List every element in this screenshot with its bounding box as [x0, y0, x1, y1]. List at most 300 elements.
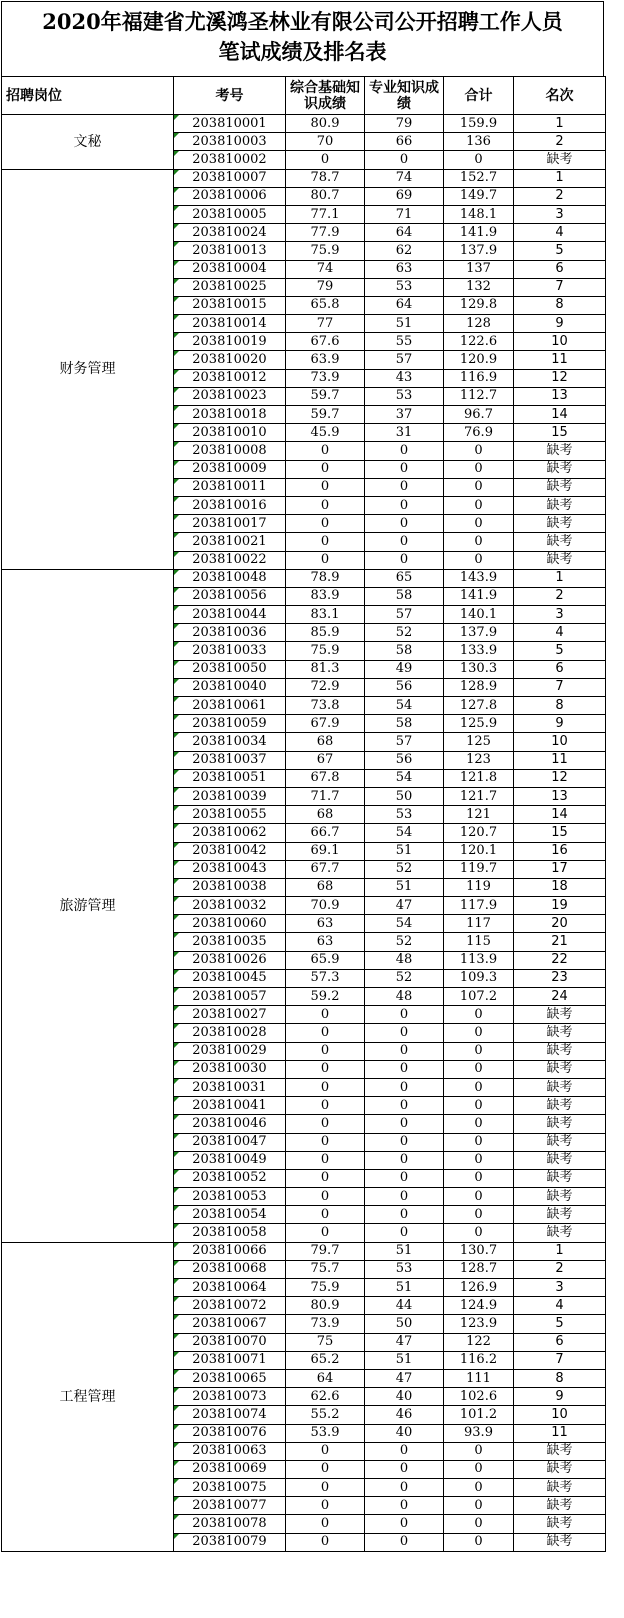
exam-id-cell: 203810021	[174, 533, 286, 551]
rank-cell: 15	[514, 824, 606, 842]
total-cell: 126.9	[444, 1279, 514, 1297]
rank-cell: 缺考	[514, 1151, 606, 1169]
total-cell: 123.9	[444, 1315, 514, 1333]
total-cell: 141.9	[444, 224, 514, 242]
basic-score-cell: 77.9	[286, 224, 365, 242]
basic-score-cell: 80.7	[286, 187, 365, 205]
professional-score-cell: 52	[365, 969, 444, 987]
exam-id-cell: 203810011	[174, 478, 286, 496]
rank-cell: 17	[514, 860, 606, 878]
rank-cell: 13	[514, 787, 606, 805]
rank-cell: 缺考	[514, 515, 606, 533]
professional-score-cell: 37	[365, 406, 444, 424]
total-cell: 132	[444, 278, 514, 296]
basic-score-cell: 65.8	[286, 296, 365, 314]
professional-score-cell: 57	[365, 351, 444, 369]
basic-score-cell: 59.7	[286, 387, 365, 405]
rank-cell: 18	[514, 878, 606, 896]
professional-score-cell: 53	[365, 387, 444, 405]
professional-score-cell: 0	[365, 1151, 444, 1169]
basic-score-cell: 68	[286, 733, 365, 751]
total-cell: 0	[444, 1169, 514, 1187]
rank-cell: 1	[514, 569, 606, 587]
basic-score-cell: 53.9	[286, 1424, 365, 1442]
rank-cell: 2	[514, 1260, 606, 1278]
total-cell: 102.6	[444, 1388, 514, 1406]
total-cell: 121.8	[444, 769, 514, 787]
exam-id-cell: 203810035	[174, 933, 286, 951]
total-cell: 113.9	[444, 951, 514, 969]
header-rank: 名次	[514, 77, 606, 115]
basic-score-cell: 0	[286, 1133, 365, 1151]
basic-score-cell: 63	[286, 915, 365, 933]
professional-score-cell: 51	[365, 1351, 444, 1369]
professional-score-cell: 0	[365, 1133, 444, 1151]
professional-score-cell: 47	[365, 1333, 444, 1351]
professional-score-cell: 0	[365, 442, 444, 460]
total-cell: 0	[444, 1206, 514, 1224]
professional-score-cell: 0	[365, 151, 444, 169]
exam-id-cell: 203810072	[174, 1297, 286, 1315]
rank-cell: 缺考	[514, 551, 606, 569]
basic-score-cell: 0	[286, 1533, 365, 1551]
basic-score-cell: 0	[286, 1024, 365, 1042]
basic-score-cell: 67.9	[286, 715, 365, 733]
exam-id-cell: 203810034	[174, 733, 286, 751]
professional-score-cell: 0	[365, 1479, 444, 1497]
basic-score-cell: 0	[286, 1442, 365, 1460]
basic-score-cell: 0	[286, 478, 365, 496]
total-cell: 130.7	[444, 1242, 514, 1260]
exam-id-cell: 203810032	[174, 897, 286, 915]
total-cell: 137.9	[444, 624, 514, 642]
rank-cell: 1	[514, 169, 606, 187]
total-cell: 121.7	[444, 787, 514, 805]
exam-id-cell: 203810030	[174, 1060, 286, 1078]
professional-score-cell: 47	[365, 897, 444, 915]
professional-score-cell: 53	[365, 1260, 444, 1278]
exam-id-cell: 203810040	[174, 678, 286, 696]
total-cell: 116.9	[444, 369, 514, 387]
exam-id-cell: 203810066	[174, 1242, 286, 1260]
rank-cell: 9	[514, 1388, 606, 1406]
rank-cell: 8	[514, 296, 606, 314]
exam-id-cell: 203810041	[174, 1097, 286, 1115]
basic-score-cell: 75.7	[286, 1260, 365, 1278]
rank-cell: 9	[514, 715, 606, 733]
exam-id-cell: 203810052	[174, 1169, 286, 1187]
exam-id-cell: 203810059	[174, 715, 286, 733]
professional-score-cell: 0	[365, 478, 444, 496]
total-cell: 107.2	[444, 988, 514, 1006]
exam-id-cell: 203810014	[174, 315, 286, 333]
rank-cell: 缺考	[514, 1024, 606, 1042]
exam-id-cell: 203810007	[174, 169, 286, 187]
professional-score-cell: 53	[365, 806, 444, 824]
exam-id-cell: 203810047	[174, 1133, 286, 1151]
total-cell: 128	[444, 315, 514, 333]
professional-score-cell: 49	[365, 660, 444, 678]
rank-cell: 16	[514, 842, 606, 860]
professional-score-cell: 65	[365, 569, 444, 587]
table-body	[2, 115, 606, 1552]
exam-id-cell: 203810042	[174, 842, 286, 860]
rank-cell: 缺考	[514, 1097, 606, 1115]
professional-score-cell: 0	[365, 496, 444, 514]
header-professional-score: 专业知识成绩	[365, 77, 444, 115]
basic-score-cell: 78.7	[286, 169, 365, 187]
rank-cell: 缺考	[514, 1060, 606, 1078]
basic-score-cell: 0	[286, 533, 365, 551]
rank-cell: 缺考	[514, 1442, 606, 1460]
basic-score-cell: 67.6	[286, 333, 365, 351]
table-row	[2, 169, 606, 187]
total-cell: 0	[444, 1442, 514, 1460]
basic-score-cell: 73.9	[286, 1315, 365, 1333]
total-cell: 136	[444, 133, 514, 151]
exam-id-cell: 203810049	[174, 1151, 286, 1169]
rank-cell: 19	[514, 897, 606, 915]
total-cell: 119.7	[444, 860, 514, 878]
total-cell: 0	[444, 1224, 514, 1242]
exam-id-cell: 203810046	[174, 1115, 286, 1133]
professional-score-cell: 0	[365, 1442, 444, 1460]
basic-score-cell: 0	[286, 1115, 365, 1133]
professional-score-cell: 50	[365, 787, 444, 805]
total-cell: 0	[444, 1042, 514, 1060]
table-header	[2, 77, 606, 115]
total-cell: 152.7	[444, 169, 514, 187]
basic-score-cell: 0	[286, 551, 365, 569]
exam-id-cell: 203810055	[174, 806, 286, 824]
basic-score-cell: 67.7	[286, 860, 365, 878]
professional-score-cell: 40	[365, 1388, 444, 1406]
professional-score-cell: 0	[365, 1060, 444, 1078]
total-cell: 125.9	[444, 715, 514, 733]
exam-id-cell: 203810050	[174, 660, 286, 678]
professional-score-cell: 51	[365, 878, 444, 896]
basic-score-cell: 0	[286, 460, 365, 478]
exam-id-cell: 203810057	[174, 988, 286, 1006]
basic-score-cell: 0	[286, 1497, 365, 1515]
basic-score-cell: 73.8	[286, 697, 365, 715]
rank-cell: 缺考	[514, 1169, 606, 1187]
position-cell: 旅游管理	[2, 569, 174, 1242]
professional-score-cell: 54	[365, 824, 444, 842]
basic-score-cell: 66.7	[286, 824, 365, 842]
total-cell: 0	[444, 1115, 514, 1133]
basic-score-cell: 0	[286, 1060, 365, 1078]
basic-score-cell: 0	[286, 1479, 365, 1497]
exam-id-cell: 203810008	[174, 442, 286, 460]
professional-score-cell: 0	[365, 1169, 444, 1187]
exam-id-cell: 203810043	[174, 860, 286, 878]
exam-id-cell: 203810015	[174, 296, 286, 314]
total-cell: 130.3	[444, 660, 514, 678]
header-total: 合计	[444, 77, 514, 115]
exam-id-cell: 203810048	[174, 569, 286, 587]
rank-cell: 11	[514, 351, 606, 369]
rank-cell: 1	[514, 115, 606, 133]
exam-id-cell: 203810016	[174, 496, 286, 514]
exam-id-cell: 203810013	[174, 242, 286, 260]
title-line-1: 2020年福建省尤溪鸿圣林业有限公司公开招聘工作人员	[42, 9, 563, 34]
total-cell: 0	[444, 1133, 514, 1151]
rank-cell: 8	[514, 1369, 606, 1387]
total-cell: 0	[444, 533, 514, 551]
table-row	[2, 569, 606, 587]
exam-id-cell: 203810002	[174, 151, 286, 169]
total-cell: 0	[444, 1060, 514, 1078]
basic-score-cell: 0	[286, 1097, 365, 1115]
rank-cell: 4	[514, 624, 606, 642]
total-cell: 127.8	[444, 697, 514, 715]
exam-id-cell: 203810058	[174, 1224, 286, 1242]
professional-score-cell: 56	[365, 678, 444, 696]
professional-score-cell: 62	[365, 242, 444, 260]
rank-cell: 缺考	[514, 1533, 606, 1551]
basic-score-cell: 67.8	[286, 769, 365, 787]
total-cell: 122	[444, 1333, 514, 1351]
basic-score-cell: 64	[286, 1369, 365, 1387]
basic-score-cell: 71.7	[286, 787, 365, 805]
score-table	[1, 76, 606, 1552]
rank-cell: 缺考	[514, 460, 606, 478]
total-cell: 128.7	[444, 1260, 514, 1278]
professional-score-cell: 0	[365, 1460, 444, 1478]
exam-id-cell: 203810006	[174, 187, 286, 205]
basic-score-cell: 63.9	[286, 351, 365, 369]
basic-score-cell: 0	[286, 496, 365, 514]
table-row	[2, 115, 606, 133]
basic-score-cell: 63	[286, 933, 365, 951]
header-exam-id: 考号	[174, 77, 286, 115]
exam-id-cell: 203810065	[174, 1369, 286, 1387]
exam-id-cell: 203810024	[174, 224, 286, 242]
exam-id-cell: 203810022	[174, 551, 286, 569]
professional-score-cell: 0	[365, 1078, 444, 1096]
rank-cell: 缺考	[514, 1115, 606, 1133]
exam-id-cell: 203810062	[174, 824, 286, 842]
basic-score-cell: 55.2	[286, 1406, 365, 1424]
total-cell: 120.9	[444, 351, 514, 369]
exam-id-cell: 203810019	[174, 333, 286, 351]
total-cell: 123	[444, 751, 514, 769]
exam-id-cell: 203810026	[174, 951, 286, 969]
basic-score-cell: 45.9	[286, 424, 365, 442]
rank-cell: 缺考	[514, 1206, 606, 1224]
total-cell: 115	[444, 933, 514, 951]
total-cell: 0	[444, 1497, 514, 1515]
exam-id-cell: 203810036	[174, 624, 286, 642]
basic-score-cell: 80.9	[286, 1297, 365, 1315]
total-cell: 0	[444, 478, 514, 496]
exam-id-cell: 203810017	[174, 515, 286, 533]
rank-cell: 缺考	[514, 1224, 606, 1242]
professional-score-cell: 69	[365, 187, 444, 205]
professional-score-cell: 52	[365, 624, 444, 642]
basic-score-cell: 0	[286, 1460, 365, 1478]
rank-cell: 缺考	[514, 1460, 606, 1478]
professional-score-cell: 47	[365, 1369, 444, 1387]
exam-id-cell: 203810054	[174, 1206, 286, 1224]
exam-id-cell: 203810018	[174, 406, 286, 424]
page-title	[1, 1, 604, 76]
rank-cell: 7	[514, 678, 606, 696]
rank-cell: 10	[514, 1406, 606, 1424]
basic-score-cell: 77.1	[286, 205, 365, 223]
rank-cell: 7	[514, 278, 606, 296]
exam-id-cell: 203810028	[174, 1024, 286, 1042]
total-cell: 128.9	[444, 678, 514, 696]
basic-score-cell: 70.9	[286, 897, 365, 915]
professional-score-cell: 63	[365, 260, 444, 278]
basic-score-cell: 0	[286, 1151, 365, 1169]
total-cell: 143.9	[444, 569, 514, 587]
rank-cell: 2	[514, 133, 606, 151]
exam-id-cell: 203810053	[174, 1188, 286, 1206]
professional-score-cell: 64	[365, 224, 444, 242]
rank-cell: 14	[514, 406, 606, 424]
rank-cell: 2	[514, 187, 606, 205]
total-cell: 120.1	[444, 842, 514, 860]
professional-score-cell: 0	[365, 515, 444, 533]
rank-cell: 12	[514, 769, 606, 787]
basic-score-cell: 0	[286, 1006, 365, 1024]
basic-score-cell: 67	[286, 751, 365, 769]
total-cell: 122.6	[444, 333, 514, 351]
rank-cell: 缺考	[514, 1006, 606, 1024]
total-cell: 0	[444, 151, 514, 169]
rank-cell: 1	[514, 1242, 606, 1260]
position-cell: 工程管理	[2, 1242, 174, 1551]
professional-score-cell: 44	[365, 1297, 444, 1315]
professional-score-cell: 48	[365, 988, 444, 1006]
total-cell: 0	[444, 1151, 514, 1169]
professional-score-cell: 0	[365, 1042, 444, 1060]
basic-score-cell: 65.2	[286, 1351, 365, 1369]
total-cell: 109.3	[444, 969, 514, 987]
rank-cell: 10	[514, 333, 606, 351]
total-cell: 116.2	[444, 1351, 514, 1369]
rank-cell: 5	[514, 642, 606, 660]
rank-cell: 6	[514, 260, 606, 278]
total-cell: 133.9	[444, 642, 514, 660]
total-cell: 159.9	[444, 115, 514, 133]
professional-score-cell: 0	[365, 1006, 444, 1024]
basic-score-cell: 81.3	[286, 660, 365, 678]
basic-score-cell: 78.9	[286, 569, 365, 587]
exam-id-cell: 203810005	[174, 205, 286, 223]
professional-score-cell: 56	[365, 751, 444, 769]
basic-score-cell: 0	[286, 1042, 365, 1060]
exam-id-cell: 203810004	[174, 260, 286, 278]
exam-id-cell: 203810031	[174, 1078, 286, 1096]
total-cell: 0	[444, 515, 514, 533]
rank-cell: 缺考	[514, 151, 606, 169]
professional-score-cell: 58	[365, 587, 444, 605]
rank-cell: 10	[514, 733, 606, 751]
basic-score-cell: 62.6	[286, 1388, 365, 1406]
rank-cell: 8	[514, 697, 606, 715]
rank-cell: 6	[514, 660, 606, 678]
professional-score-cell: 0	[365, 533, 444, 551]
rank-cell: 缺考	[514, 1479, 606, 1497]
rank-cell: 缺考	[514, 496, 606, 514]
exam-id-cell: 203810051	[174, 769, 286, 787]
professional-score-cell: 58	[365, 715, 444, 733]
professional-score-cell: 55	[365, 333, 444, 351]
basic-score-cell: 85.9	[286, 624, 365, 642]
exam-id-cell: 203810023	[174, 387, 286, 405]
exam-id-cell: 203810071	[174, 1351, 286, 1369]
total-cell: 0	[444, 496, 514, 514]
header-row	[2, 77, 606, 115]
basic-score-cell: 68	[286, 806, 365, 824]
basic-score-cell: 70	[286, 133, 365, 151]
basic-score-cell: 74	[286, 260, 365, 278]
exam-id-cell: 203810044	[174, 606, 286, 624]
basic-score-cell: 0	[286, 1515, 365, 1533]
rank-cell: 缺考	[514, 1515, 606, 1533]
rank-cell: 5	[514, 242, 606, 260]
basic-score-cell: 69.1	[286, 842, 365, 860]
exam-id-cell: 203810045	[174, 969, 286, 987]
total-cell: 93.9	[444, 1424, 514, 1442]
rank-cell: 15	[514, 424, 606, 442]
rank-cell: 23	[514, 969, 606, 987]
basic-score-cell: 68	[286, 878, 365, 896]
basic-score-cell: 59.7	[286, 406, 365, 424]
total-cell: 0	[444, 460, 514, 478]
basic-score-cell: 75.9	[286, 642, 365, 660]
professional-score-cell: 43	[365, 369, 444, 387]
professional-score-cell: 51	[365, 1242, 444, 1260]
exam-id-cell: 203810027	[174, 1006, 286, 1024]
rank-cell: 7	[514, 1351, 606, 1369]
exam-id-cell: 203810009	[174, 460, 286, 478]
total-cell: 137	[444, 260, 514, 278]
basic-score-cell: 0	[286, 442, 365, 460]
professional-score-cell: 0	[365, 1024, 444, 1042]
professional-score-cell: 57	[365, 606, 444, 624]
rank-cell: 3	[514, 1279, 606, 1297]
exam-id-cell: 203810056	[174, 587, 286, 605]
exam-id-cell: 203810060	[174, 915, 286, 933]
basic-score-cell: 80.9	[286, 115, 365, 133]
professional-score-cell: 54	[365, 697, 444, 715]
professional-score-cell: 40	[365, 1424, 444, 1442]
rank-cell: 14	[514, 806, 606, 824]
position-cell: 财务管理	[2, 169, 174, 569]
professional-score-cell: 71	[365, 205, 444, 223]
table-row	[2, 1242, 606, 1260]
rank-cell: 22	[514, 951, 606, 969]
basic-score-cell: 72.9	[286, 678, 365, 696]
rank-cell: 12	[514, 369, 606, 387]
total-cell: 117	[444, 915, 514, 933]
rank-cell: 11	[514, 1424, 606, 1442]
professional-score-cell: 31	[365, 424, 444, 442]
total-cell: 0	[444, 1006, 514, 1024]
basic-score-cell: 75.9	[286, 1279, 365, 1297]
basic-score-cell: 57.3	[286, 969, 365, 987]
exam-id-cell: 203810069	[174, 1460, 286, 1478]
rank-cell: 缺考	[514, 478, 606, 496]
exam-id-cell: 203810012	[174, 369, 286, 387]
basic-score-cell: 75.9	[286, 242, 365, 260]
rank-cell: 缺考	[514, 1133, 606, 1151]
